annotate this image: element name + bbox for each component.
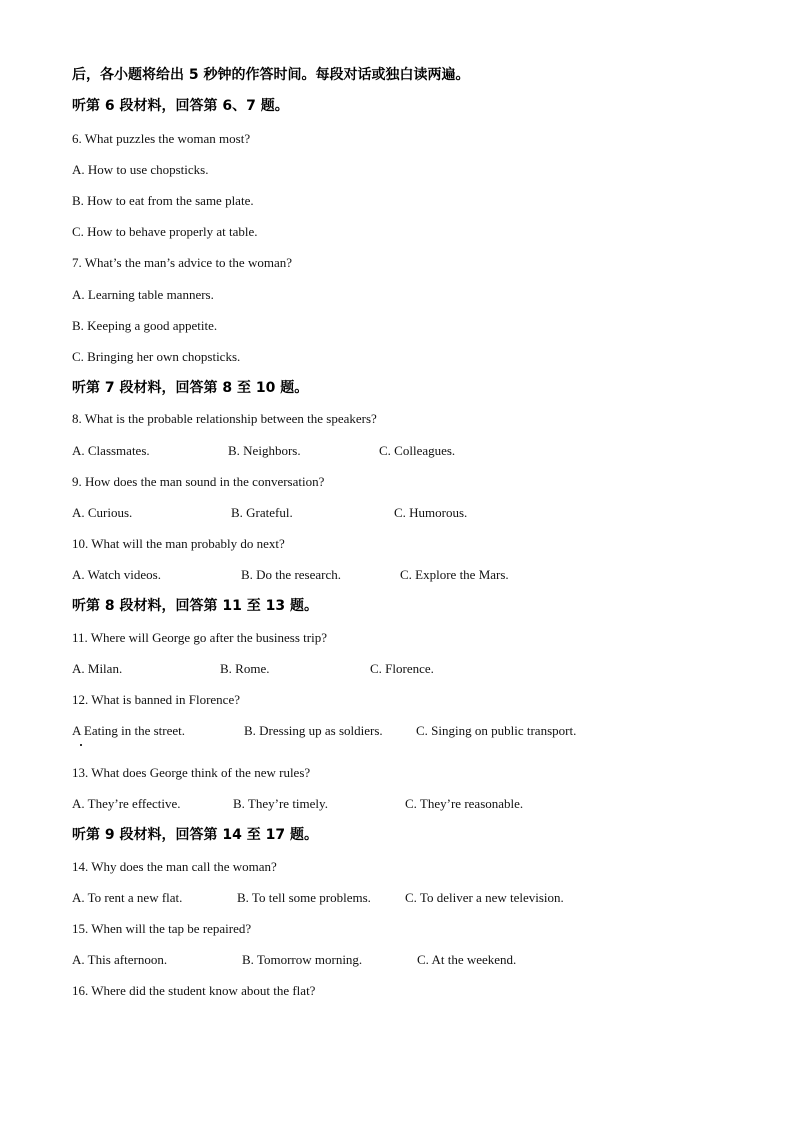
option-9a: A. Curious.: [72, 505, 133, 520]
option-13a: A. They’re effective.: [72, 796, 181, 811]
option-13b: B. They’re timely.: [233, 796, 328, 811]
option-10a: A. Watch videos.: [72, 567, 161, 582]
option-11a: A. Milan.: [72, 661, 123, 676]
option-14b: B. To tell some problems.: [237, 890, 371, 905]
option-7c: C. Bringing her own chopsticks.: [72, 349, 241, 364]
option-6c: C. How to behave properly at table.: [72, 224, 258, 239]
option-12c: C. Singing on public transport.: [416, 723, 577, 738]
option-7b: B. Keeping a good appetite.: [72, 318, 218, 333]
option-8a: A. Classmates.: [72, 443, 150, 458]
question-14: 14. Why does the man call the woman?: [72, 859, 277, 874]
question-10: 10. What will the man probably do next?: [72, 536, 285, 551]
question-9: 9. How does the man sound in the conversation?: [72, 474, 325, 489]
option-8c: C. Colleagues.: [379, 443, 456, 458]
option-9b: B. Grateful.: [231, 505, 293, 520]
stray-mark: [80, 744, 82, 746]
option-10c: C. Explore the Mars.: [400, 567, 509, 582]
section-heading-7: 听第 7 段材料，回答第 8 至 10 题。: [72, 380, 309, 396]
question-7: 7. What’s the man’s advice to the woman?: [72, 255, 292, 270]
option-12a: A Eating in the street.: [72, 723, 186, 738]
option-8b: B. Neighbors.: [228, 443, 301, 458]
question-6: 6. What puzzles the woman most?: [72, 131, 251, 146]
question-13: 13. What does George think of the new rules?: [72, 765, 311, 780]
section-heading-9: 听第 9 段材料，回答第 14 至 17 题。: [72, 827, 318, 843]
option-11c: C. Florence.: [370, 661, 434, 676]
section-heading-6: 听第 6 段材料，回答第 6、7 题。: [72, 98, 289, 114]
option-14c: C. To deliver a new television.: [405, 890, 564, 905]
question-16: 16. Where did the student know about the flat?: [72, 983, 316, 998]
question-12: 12. What is banned in Florence?: [72, 692, 240, 707]
instruction-text: 后，各小题将给出 5 秒钟的作答时间。每段对话或独白读两遍。: [72, 67, 470, 83]
section-heading-8: 听第 8 段材料，回答第 11 至 13 题。: [72, 598, 318, 614]
option-15b: B. Tomorrow morning.: [242, 952, 363, 967]
option-6b: B. How to eat from the same plate.: [72, 193, 254, 208]
option-9c: C. Humorous.: [394, 505, 468, 520]
option-7a: A. Learning table manners.: [72, 287, 214, 302]
option-13c: C. They’re reasonable.: [405, 796, 524, 811]
question-8: 8. What is the probable relationship between the speakers?: [72, 411, 377, 426]
option-15a: A. This afternoon.: [72, 952, 168, 967]
option-15c: C. At the weekend.: [417, 952, 517, 967]
option-12b: B. Dressing up as soldiers.: [244, 723, 383, 738]
question-15: 15. When will the tap be repaired?: [72, 921, 252, 936]
option-14a: A. To rent a new flat.: [72, 890, 183, 905]
option-10b: B. Do the research.: [241, 567, 341, 582]
option-6a: A. How to use chopsticks.: [72, 162, 209, 177]
option-11b: B. Rome.: [220, 661, 270, 676]
question-11: 11. Where will George go after the business trip?: [72, 630, 327, 645]
